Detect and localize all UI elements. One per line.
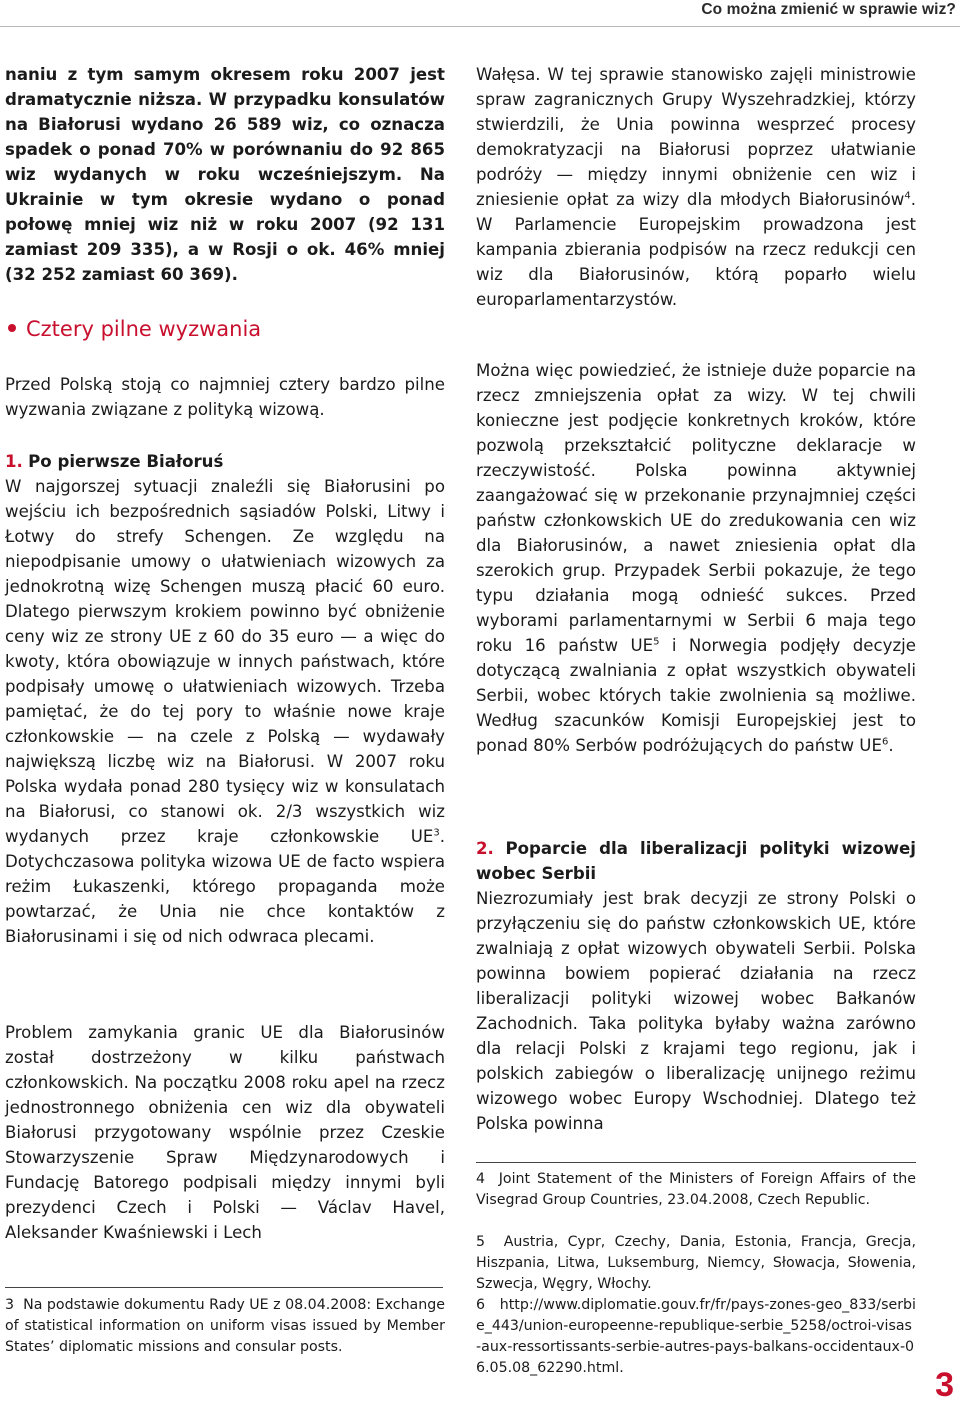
footnote-6-text: http://www.diplomatie.gouv.fr/fr/pays-zones-geo_833/serbie_443/union-europeenne-republique-serbie_5258/octroi-visas-aux-ressortissants-serbie-autres-pays-balkans-occidentaux-06.05.08_62290.html. [476, 1297, 916, 1376]
footnote-5 [476, 1232, 916, 1295]
footnote-ref-6: 6 [881, 736, 889, 748]
section-2 [476, 836, 916, 1136]
problem-paragraph: Problem zamykania granic UE dla Białorusinów został dostrzeżony w kilku państwach członkowskich. Na początku 2008 roku apel na rzecz jednostronnego obniżenia cen wiz dla obywateli Białorusi przygotowany wspólnie przez Czeskie Stowarzyszenie Spraw Międzynarodowych i Fundację Batorego podpisali między innymi byli prezydenci Czech i Polski — Václav Havel, Aleksander Kwaśniewski i Lech [5, 1023, 445, 1242]
section-1-text-a: W najgorszej sytuacji znaleźli się Białorusini po wejściu ich bezpośrednich sąsiadów Polski, Litwy i Łotwy do strefy Schengen. Ze względu na niepodpisanie umowy o ułatwieniach wizowych za jednokrotną wizę Schengen muszą płacić 60 euro. Dlatego pierwszym krokiem powinno być obniżenie ceny wiz ze strony UE z 60 do 35 euro — a więc do kwoty, która obowiązuje w innych państwach, które podpisały umowę o ułatwieniach wizowych. Trzeba pamiętać, że do tej pory to właśnie nowe kraje członkowskie — na czele z Polską — wydawały największą liczbę wiz na Białorusi. W 2007 roku Polska wydała ponad 280 tysięcy wiz w konsulatach na Białorusi, co stanowi ok. 2/3 wszystkich wiz wydanych przez kraje członkowskie UE [5, 477, 445, 846]
right-paragraph-2-b: i Norwegia podjęły decyzje dotyczącą zwalniania z opłat wszystkich obywateli Serbii, wobec których takie zwolnienia są możliwe. Według szacunków Komisji Europejskiej jest to ponad 80% Serbów podróżujących do państw UE [476, 636, 916, 755]
right-paragraph-2 [476, 358, 916, 758]
section-2-title: Poparcie dla liberalizacji polityki wizowej wobec Serbii [476, 839, 916, 883]
page-number: 3 [935, 1366, 954, 1404]
footnote-4-number: 4 [476, 1171, 486, 1187]
section-1 [5, 449, 445, 949]
right-paragraph-1-a: Wałęsa. W tej sprawie stanowisko zajęli ministrowie spraw zagranicznych Grupy Wyszehradzkiej, którzy stwierdzili, że Unia powinna wesprzeć procesy demokratyzacji na Białorusi poprzez ułatwianie podróży — między innymi obniżenie cen wiz i zniesienie opłat za wizy dla młodych Białorusinów [476, 65, 916, 209]
footnote-3 [5, 1295, 445, 1358]
footnote-rule-right [476, 1162, 916, 1163]
section-heading [8, 315, 445, 343]
section-1-title: Po pierwsze Białoruś [28, 452, 224, 471]
footnote-4 [476, 1169, 916, 1211]
footnote-6 [476, 1295, 916, 1379]
right-paragraph-1 [476, 62, 916, 312]
running-header [0, 0, 960, 27]
section-heading-text: Cztery pilne wyzwania [26, 317, 262, 341]
bullet-icon [8, 324, 16, 332]
section-1-text-b: . Dotychczasowa polityka wizowa UE de facto wspiera reżim Łukaszenki, którego propaganda może powtarzać, że Unia nie chce kontaktów z Białorusinami i się od nich odwraca plecami. [5, 827, 445, 946]
right-paragraph-2-a: Można więc powiedzieć, że istnieje duże poparcie na rzecz zmniejszenia opłat za wizy. W tej chwili konieczne jest podjęcie konkretnych kroków, które pozwolą przekształcić polityczne deklaracje w rzeczywistość. Polska powinna aktywniej zaangażować się w przekonanie przynajmniej części państw członkowskich UE do zredukowania cen wiz dla Białorusinów, a nawet zniesienia opłat dla szerokich grup. Przypadek Serbii pokazuje, że tego typu działania mogą odnieść sukces. Przed wyborami parlamentarnymi w Serbii 6 maja tego roku 16 państw UE [476, 361, 916, 655]
running-title: Co można zmienić w sprawie wiz? [701, 1, 956, 18]
footnote-4-text: Joint Statement of the Ministers of Foreign Affairs of the Visegrad Group Countries, 23.04.2008, Czech Republic. [476, 1171, 916, 1208]
footnote-rule-left [5, 1287, 443, 1288]
section-2-text: Niezrozumiały jest brak decyzji ze strony Polski o przyłączeniu się do państw członkowskich UE, które zwalniają z opłat wizowych obywateli Serbii. Polska powinna bowiem popierać działania na rzecz liberalizacji polityki wizowej wobec Bałkanów Zachodnich. Taka polityka byłaby ważna zarówno dla relacji Polski z krajami tego regionu, jak i polskich zabiegów o liberalizację unijnego reżimu wizowego wobec Europy Wschodniej. Dlatego też Polska powinna [476, 889, 916, 1133]
footnote-3-text: Na podstawie dokumentu Rady UE z 08.04.2008: Exchange of statistical information on uniform visas issued by Member States’ diplomatic missions and consular posts. [5, 1297, 445, 1355]
footnote-ref-3: 3 [433, 827, 440, 839]
right-paragraph-2-c: . [888, 736, 894, 755]
footnote-3-number: 3 [5, 1297, 15, 1313]
footnote-5-text: Austria, Cypr, Czechy, Dania, Estonia, Francja, Grecja, Hiszpania, Litwa, Luksemburg, Niemcy, Słowacja, Słowenia, Szwecja, Węgry, Włochy. [476, 1234, 916, 1292]
footnote-5-number: 5 [476, 1234, 486, 1250]
challenges-intro: Przed Polską stoją co najmniej cztery bardzo pilne wyzwania związane z polityką wizową. [5, 375, 445, 419]
footnote-ref-5: 5 [653, 636, 660, 648]
right-paragraph-1-b: . W Parlamencie Europejskim prowadzona jest kampania zbierania podpisów na rzecz redukcji cen wiz dla Białorusinów, którą poparło wielu europarlamentarzystów. [476, 190, 916, 309]
footnote-6-number: 6 [476, 1297, 486, 1313]
left-intro-paragraph: naniu z tym samym okresem roku 2007 jest dramatycznie niższa. W przypadku konsulatów na Białorusi wydano 26 589 wiz, co oznacza spadek o ponad 70% w porównaniu do 92 865 wiz wydanych w roku wcześniejszym. Na Ukrainie w tym okresie wydano o ponad połowę mniej wiz niż w roku 2007 (92 131 zamiast 209 335), a w Rosji o ok. 46% mniej (32 252 zamiast 60 369). [5, 65, 445, 284]
footnote-ref-4: 4 [904, 190, 911, 202]
section-2-number: 2. [476, 839, 494, 858]
section-1-number: 1. [5, 452, 23, 471]
